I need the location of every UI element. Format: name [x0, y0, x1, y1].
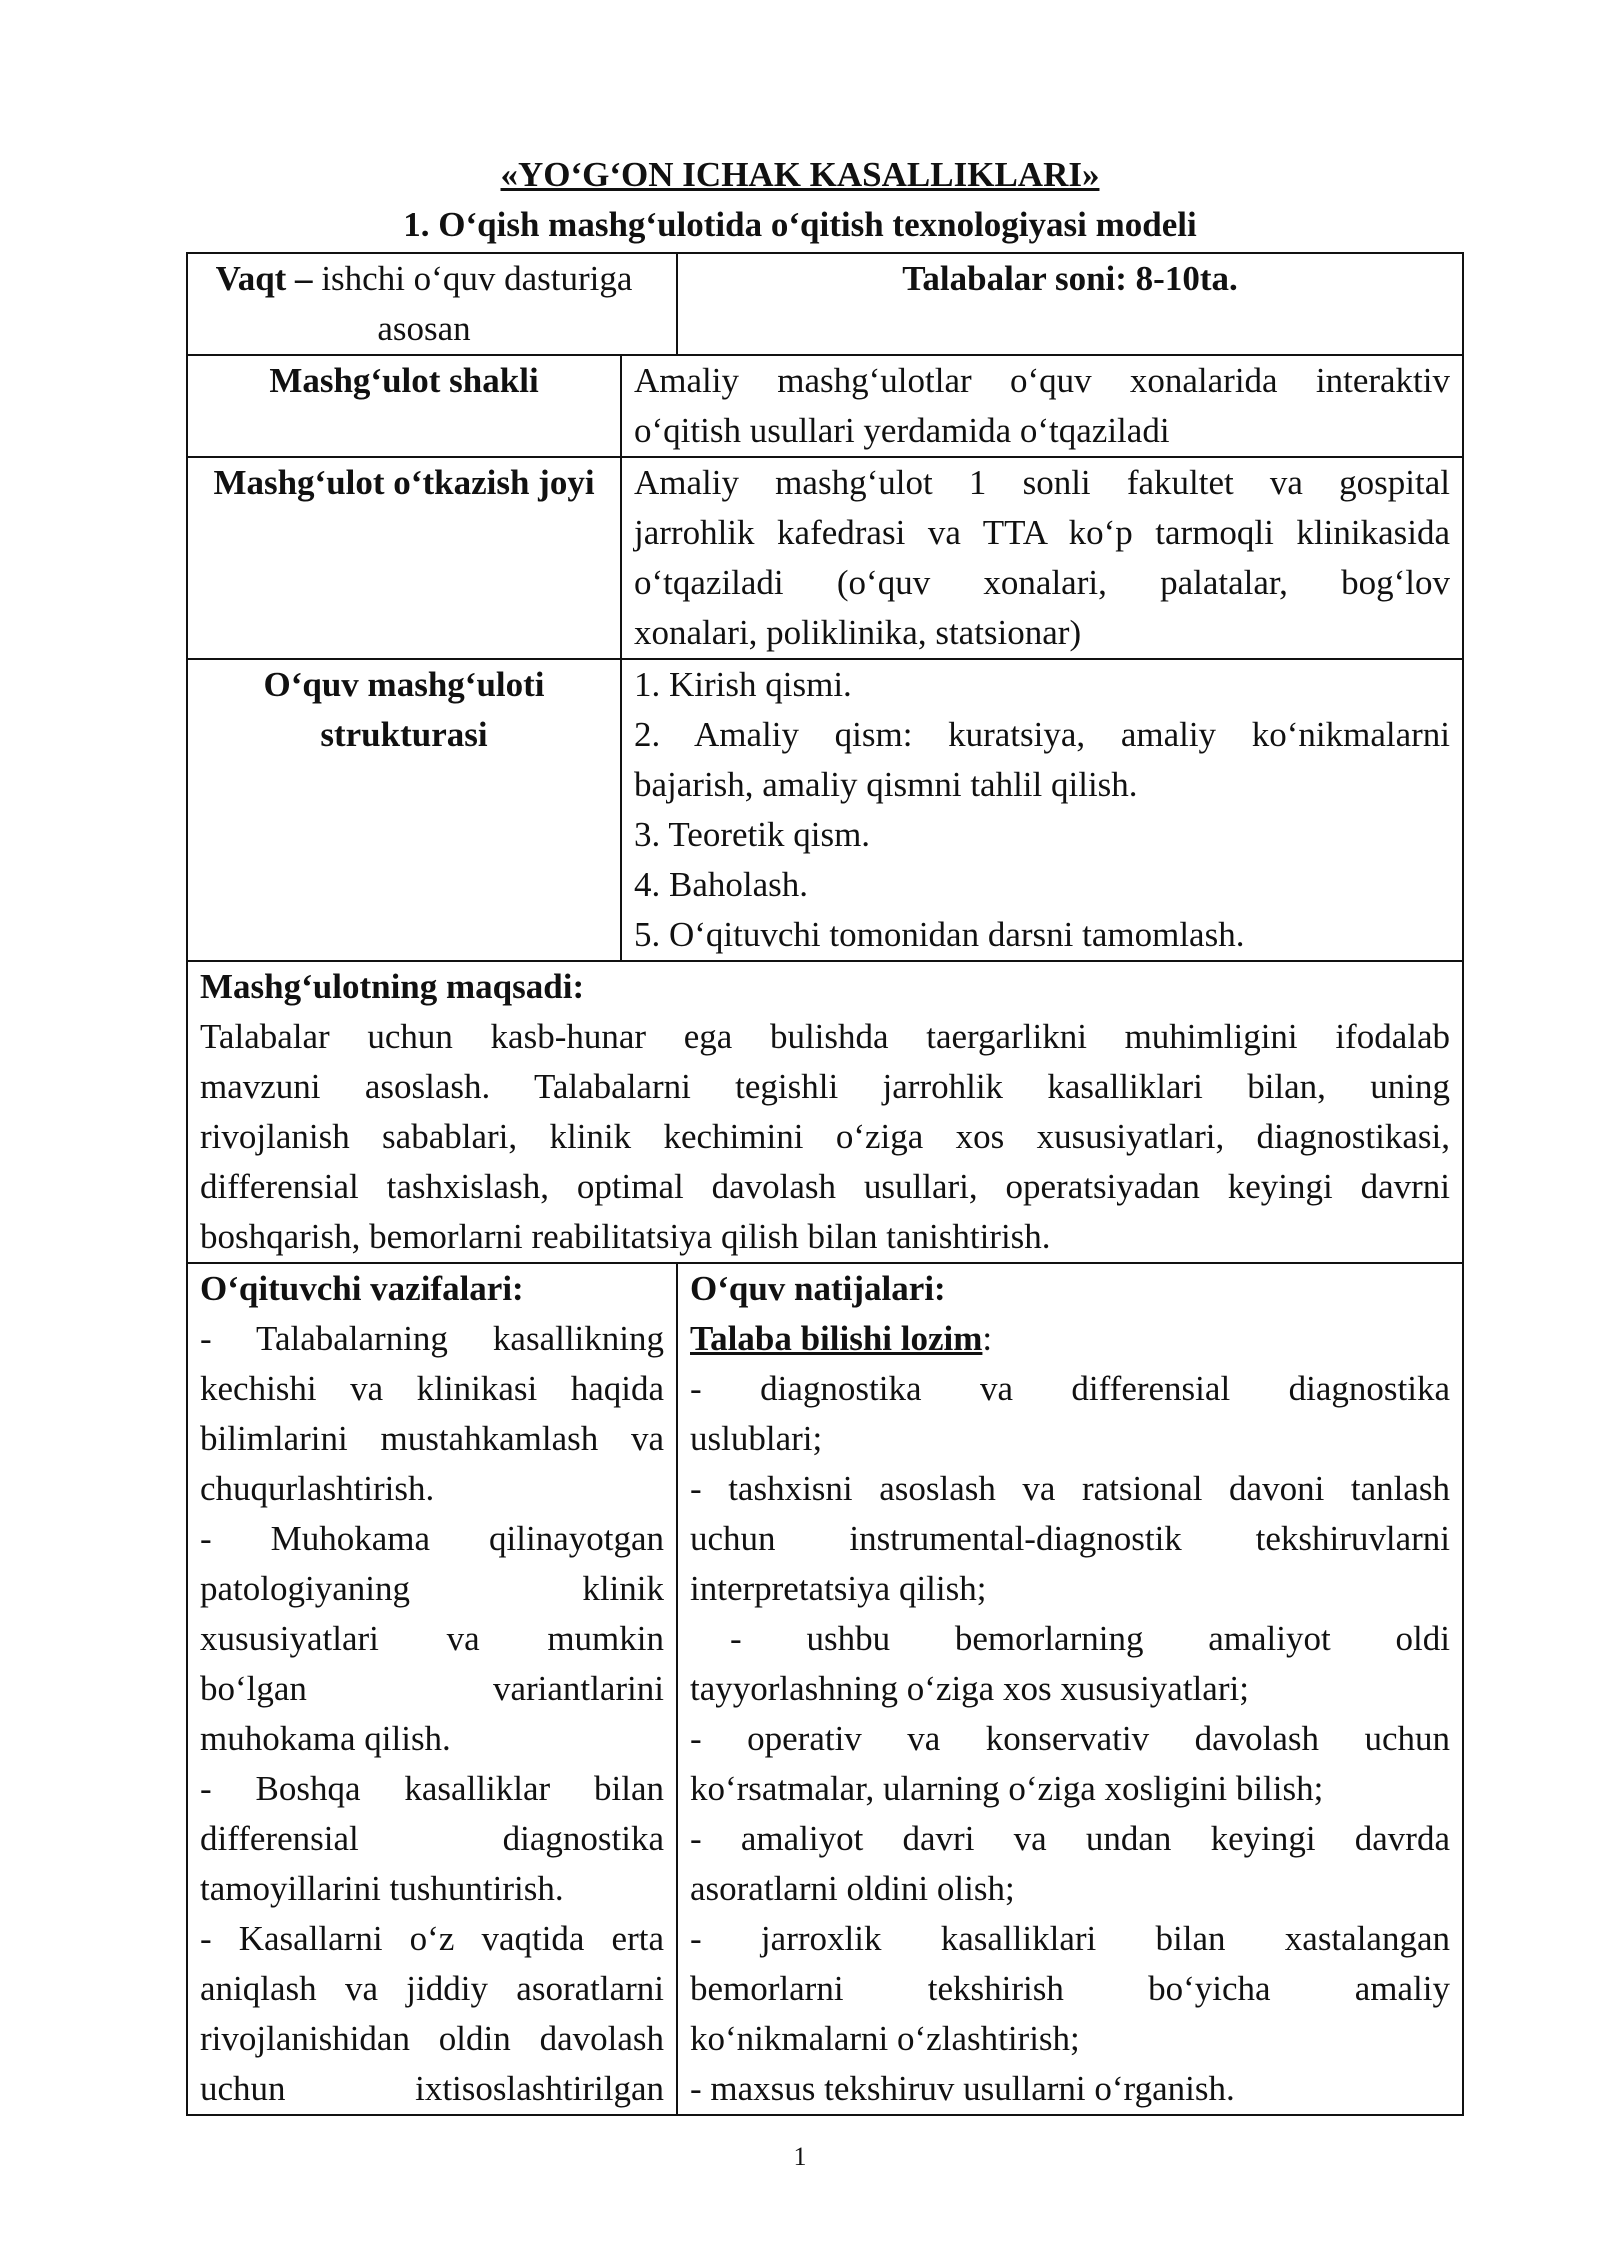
- structure-item: 3. Teoretik qism.: [634, 815, 871, 854]
- outcome-line: bemorlarni tekshirish boʻyicha amaliy: [690, 1969, 1450, 2008]
- time-label-rest: ishchi oʻquv dasturiga asosan: [312, 259, 633, 348]
- place-line: Amaliy mashgʻulot 1 sonli fakultet va gospital: [634, 463, 1450, 502]
- teacher-line: patologiyaning klinik: [200, 1569, 664, 1608]
- goal-line: differensial tashxislash, optimal davolash usullari, operatsiyadan keyingi davrni: [200, 1167, 1450, 1206]
- outcomes-subheading-colon: :: [982, 1319, 993, 1358]
- goal-heading: Mashgʻulotning maqsadi:: [200, 967, 585, 1006]
- teacher-line: boʻlgan variantlarini: [200, 1669, 664, 1708]
- outcome-line: interpretatsiya qilish;: [690, 1569, 987, 1608]
- place-line: xonalari, poliklinika, statsionar): [634, 613, 1082, 652]
- form-label: Mashgʻulot shakli: [187, 355, 621, 457]
- outcome-line: - jarroxlik kasalliklari bilan xastalangan: [690, 1919, 1450, 1958]
- teacher-line: xususiyatlari va mumkin: [200, 1619, 664, 1658]
- outcome-line: uslublari;: [690, 1419, 823, 1458]
- teacher-line: aniqlash va jiddiy asoratlarni: [200, 1969, 664, 2008]
- structure-label: Oʻquv mashgʻuloti strukturasi: [187, 659, 621, 961]
- row-goal: [187, 961, 1463, 1263]
- goal-line: Talabalar uchun kasb-hunar ega bulishda taergarlikni muhimligini ifodalab: [200, 1017, 1450, 1056]
- document-title-block: [0, 150, 1600, 250]
- outcome-line: - amaliyot davri va undan keyingi davrda: [690, 1819, 1450, 1858]
- teacher-line: rivojlanishidan oldin davolash: [200, 2019, 664, 2058]
- teacher-line: kechishi va klinikasi haqida: [200, 1369, 664, 1408]
- teacher-line: - Talabalarning kasallikning: [200, 1319, 664, 1358]
- outcome-line: - tashxisni asoslash va ratsional davoni tanlash: [690, 1469, 1450, 1508]
- structure-item: 2. Amaliy qism: kuratsiya, amaliy koʻnikmalarni: [634, 715, 1450, 754]
- structure-item: bajarish, amaliy qismni tahlil qilish.: [634, 765, 1138, 804]
- structure-item: 5. Oʻqituvchi tomonidan darsni tamomlash.: [634, 915, 1245, 954]
- time-cell: [187, 253, 677, 355]
- time-label-bold: Vaqt –: [215, 259, 313, 298]
- outcome-line: koʻnikmalarni oʻzlashtirish;: [690, 2019, 1080, 2058]
- outcome-line: tayyorlashning oʻziga xos xususiyatlari;: [690, 1669, 1249, 1708]
- outcomes-heading: Oʻquv natijalari:: [690, 1269, 946, 1308]
- page-number: 1: [793, 2142, 807, 2171]
- outcomes-subheading: Talaba bilishi lozim: [690, 1319, 983, 1358]
- goal-cell: [187, 961, 1463, 1263]
- row-time: [187, 253, 1463, 355]
- teacher-line: muhokama qilish.: [200, 1719, 451, 1758]
- outcomes-subheading-wrap: [690, 1314, 1450, 1364]
- teacher-line: - Boshqa kasalliklar bilan: [200, 1769, 664, 1808]
- row-structure: [187, 659, 1463, 961]
- goal-line: mavzuni asoslash. Talabalarni tegishli jarrohlik kasalliklari bilan, uning: [200, 1067, 1450, 1106]
- row-form: [187, 355, 1463, 457]
- teacher-line: chuqurlashtirish.: [200, 1469, 435, 1508]
- goal-line: boshqarish, bemorlarni reabilitatsiya qilish bilan tanishtirish.: [200, 1217, 1051, 1256]
- outcome-line: - ushbu bemorlarning amaliyot oldi: [730, 1619, 1450, 1658]
- row-place: [187, 457, 1463, 659]
- outcome-line: koʻrsatmalar, ularning oʻziga xosligini bilish;: [690, 1769, 1324, 1808]
- place-line: jarrohlik kafedrasi va TTA koʻp tarmoqli klinikasida: [634, 513, 1450, 552]
- outcome-line: - operativ va konservativ davolash uchun: [690, 1719, 1450, 1758]
- outcome-line: - maxsus tekshiruv usullarni oʻrganish.: [690, 2069, 1235, 2108]
- outcome-line: asoratlarni oldini olish;: [690, 1869, 1015, 1908]
- place-label: Mashgʻulot oʻtkazish joyi: [187, 457, 621, 659]
- teacher-line: differensial diagnostika: [200, 1819, 664, 1858]
- teacher-line: tamoyillarini tushuntirish.: [200, 1869, 564, 1908]
- teacher-heading: Oʻqituvchi vazifalari:: [200, 1269, 524, 1308]
- outcome-line: uchun instrumental-diagnostik tekshiruvlarni: [690, 1519, 1450, 1558]
- form-line: oʻqitish usullari yerdamida oʻtqaziladi: [634, 411, 1170, 450]
- outcome-line: - diagnostika va differensial diagnostika: [690, 1369, 1450, 1408]
- structure-item: 1. Kirish qismi.: [634, 665, 852, 704]
- teacher-line: - Muhokama qilinayotgan: [200, 1519, 664, 1558]
- form-line: Amaliy mashgʻulotlar oʻquv xonalarida interaktiv: [634, 361, 1450, 400]
- document-subtitle: 1. Oʻqish mashgʻulotida oʻqitish texnologiyasi modeli: [403, 205, 1197, 244]
- teacher-tasks-cell: [187, 1263, 677, 2115]
- teacher-line: bilimlarini mustahkamlash va: [200, 1419, 664, 1458]
- structure-item: 4. Baholash.: [634, 865, 809, 904]
- teacher-line: uchun ixtisoslashtirilgan: [200, 2069, 664, 2108]
- form-value: [621, 355, 1463, 457]
- students-count-cell: Talabalar soni: 8-10ta.: [677, 253, 1463, 355]
- goal-line: rivojlanish sabablari, klinik kechimini oʻziga xos xususiyatlari, diagnostikasi,: [200, 1117, 1450, 1156]
- place-value: [621, 457, 1463, 659]
- outcomes-cell: [677, 1263, 1463, 2115]
- structure-value: [621, 659, 1463, 961]
- document-title: «YOʻGʻON ICHAK KASALLIKLARI»: [500, 155, 1100, 194]
- teacher-line: - Kasallarni oʻz vaqtida erta: [200, 1919, 664, 1958]
- lesson-model-table: [186, 252, 1464, 2116]
- row-tasks-outcomes: [187, 1263, 1463, 2115]
- place-line: oʻtqaziladi (oʻquv xonalari, palatalar, bogʻlov: [634, 563, 1450, 602]
